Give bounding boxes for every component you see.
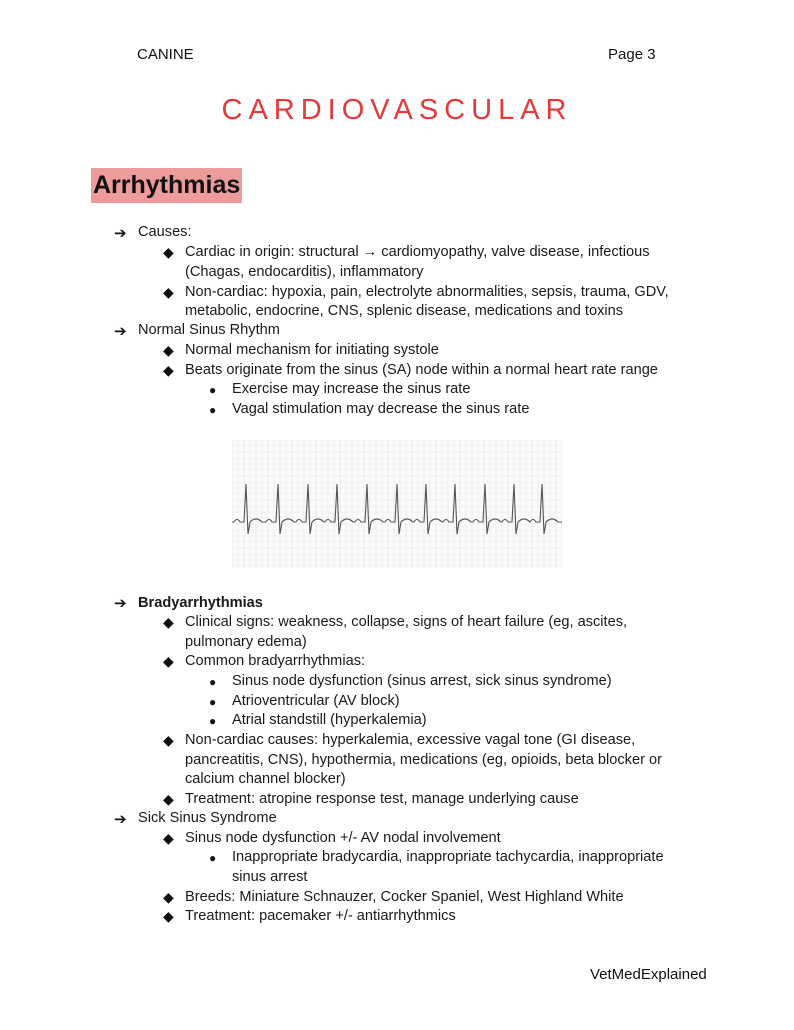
arrow-bullet-icon: ➔ bbox=[114, 225, 127, 242]
sss-sub-line-1: Inappropriate bradycardia, inappropriate tachycardia, inappropriate bbox=[232, 849, 664, 865]
sss-breeds: Breeds: Miniature Schnauzer, Cocker Spaniel, West Highland White bbox=[185, 889, 624, 905]
brady-common-atrial: Atrial standstill (hyperkalemia) bbox=[232, 712, 427, 728]
brady-noncardiac-line-1: Non-cardiac causes: hyperkalemia, excessive vagal tone (GI disease, bbox=[185, 732, 636, 748]
diamond-bullet-icon: ◆ bbox=[163, 830, 174, 846]
topic-heading: Arrhythmias bbox=[91, 168, 242, 203]
diamond-bullet-icon: ◆ bbox=[163, 732, 174, 748]
dot-bullet-icon: ● bbox=[209, 675, 217, 689]
brady-noncardiac-line-3: calcium channel blocker) bbox=[185, 771, 346, 787]
nsr-item-mechanism: Normal mechanism for initiating systole bbox=[185, 342, 439, 358]
diamond-bullet-icon: ◆ bbox=[163, 614, 174, 630]
cardiac-causes-line-1: Cardiac in origin: structural → cardiomyopathy, valve disease, infectious bbox=[185, 244, 650, 260]
arrow-bullet-icon: ➔ bbox=[114, 811, 127, 828]
dot-bullet-icon: ● bbox=[209, 714, 217, 728]
noncardiac-causes-line-1: Non-cardiac: hypoxia, pain, electrolyte abnormalities, sepsis, trauma, GDV, bbox=[185, 284, 669, 300]
bradyarrhythmias-label: Bradyarrhythmias bbox=[138, 595, 263, 611]
sss-label: Sick Sinus Syndrome bbox=[138, 810, 277, 826]
header-doc-label: CANINE bbox=[137, 46, 194, 63]
dot-bullet-icon: ● bbox=[209, 383, 217, 397]
diamond-bullet-icon: ◆ bbox=[163, 362, 174, 378]
causes-label: Causes: bbox=[138, 224, 192, 240]
brady-treatment: Treatment: atropine response test, manage underlying cause bbox=[185, 791, 579, 807]
brady-clinical-line-1: Clinical signs: weakness, collapse, signs of heart failure (eg, ascites, bbox=[185, 614, 628, 630]
brady-noncardiac-line-2: pancreatitis, CNS), hypothermia, medications (eg, opioids, beta blocker or bbox=[185, 752, 662, 768]
nsr-sub-exercise: Exercise may increase the sinus rate bbox=[232, 381, 471, 397]
section-title: CARDIOVASCULAR bbox=[221, 94, 573, 126]
brady-common-sinus: Sinus node dysfunction (sinus arrest, sick sinus syndrome) bbox=[232, 673, 612, 689]
diamond-bullet-icon: ◆ bbox=[163, 342, 174, 358]
diamond-bullet-icon: ◆ bbox=[163, 244, 174, 260]
nsr-label: Normal Sinus Rhythm bbox=[138, 322, 280, 338]
nsr-sub-vagal: Vagal stimulation may decrease the sinus rate bbox=[232, 401, 530, 417]
header-page-number: Page 3 bbox=[608, 46, 656, 63]
dot-bullet-icon: ● bbox=[209, 695, 217, 709]
diamond-bullet-icon: ◆ bbox=[163, 791, 174, 807]
sss-treatment: Treatment: pacemaker +/- antiarrhythmics bbox=[185, 908, 456, 924]
cardiac-causes-line-2: (Chagas, endocarditis), inflammatory bbox=[185, 264, 424, 280]
diamond-bullet-icon: ◆ bbox=[163, 889, 174, 905]
sss-sub-line-2: sinus arrest bbox=[232, 869, 308, 885]
diamond-bullet-icon: ◆ bbox=[163, 908, 174, 924]
brady-common-label: Common bradyarrhythmias: bbox=[185, 653, 366, 669]
dot-bullet-icon: ● bbox=[209, 403, 217, 417]
diamond-bullet-icon: ◆ bbox=[163, 284, 174, 300]
brady-clinical-line-2: pulmonary edema) bbox=[185, 634, 307, 650]
dot-bullet-icon: ● bbox=[209, 851, 217, 865]
nsr-item-sa-node: Beats originate from the sinus (SA) node within a normal heart rate range bbox=[185, 362, 658, 378]
noncardiac-causes-line-2: metabolic, endocrine, CNS, splenic disease, medications and toxins bbox=[185, 303, 624, 319]
footer-brand: VetMedExplained bbox=[590, 966, 707, 983]
brady-common-av: Atrioventricular (AV block) bbox=[232, 693, 400, 709]
ecg-strip-image bbox=[232, 440, 562, 568]
diamond-bullet-icon: ◆ bbox=[163, 653, 174, 669]
sss-dysfunction: Sinus node dysfunction +/- AV nodal involvement bbox=[185, 830, 501, 846]
arrow-bullet-icon: ➔ bbox=[114, 595, 127, 612]
arrow-bullet-icon: ➔ bbox=[114, 323, 127, 340]
